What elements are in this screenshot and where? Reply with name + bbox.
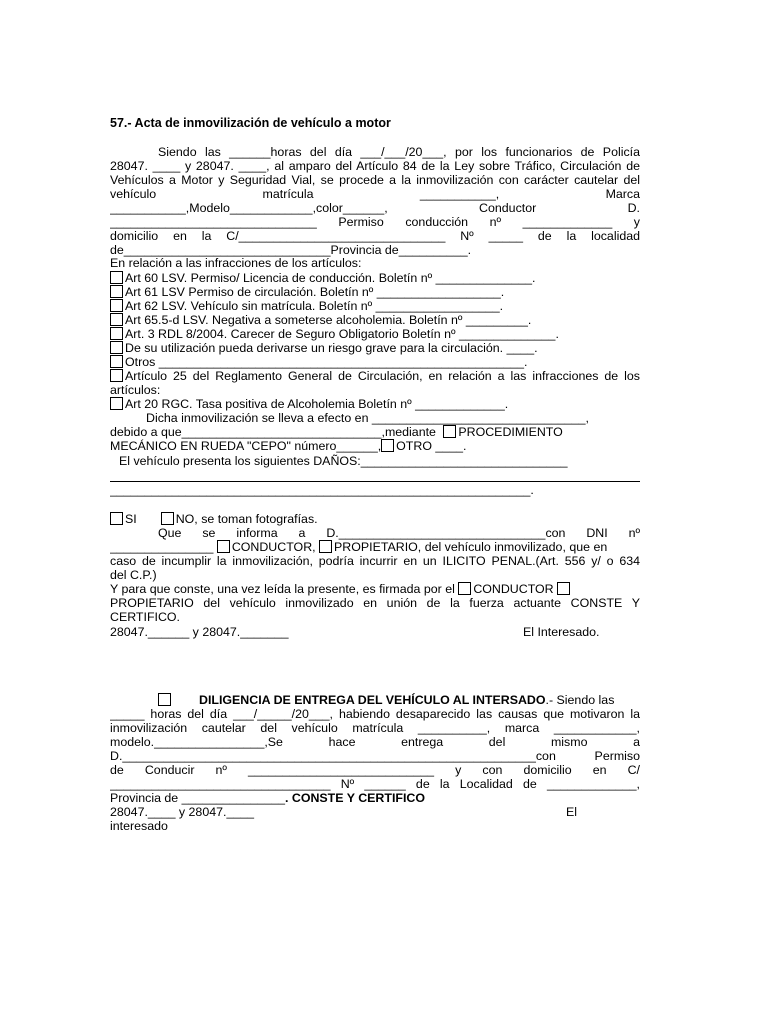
diligencia-line-1: _____ horas del día ___/_____/20___, habiendo desaparecido las causas que motivaron la: [110, 707, 640, 721]
art25-checkbox[interactable]: [110, 369, 123, 382]
diligencia-interesado: interesado: [110, 819, 168, 833]
art62-checkbox[interactable]: [110, 299, 123, 312]
art60-label: Art 60 LSV. Permiso/ Licencia de conducción. Boletín nº ______________.: [125, 271, 536, 285]
firma-text: Y para que conste, una vez leída la presente, es firmada por el: [110, 582, 455, 596]
diligencia-line-7: [110, 791, 640, 805]
acta-line-11: [110, 425, 640, 439]
acta-line-5: ___________,Modelo____________,color______, Conductor D.: [110, 201, 640, 215]
acta-line-12: [110, 439, 640, 453]
art60-checkbox[interactable]: [110, 271, 123, 284]
option-riesgo: [110, 341, 640, 355]
no-checkbox[interactable]: [161, 512, 174, 525]
propietario-label: PROPIETARIO, del vehículo inmovilizado, que en: [334, 540, 608, 554]
acta-line-6: ______________________________ Permiso conducción nº _____________ y: [110, 215, 640, 229]
acta-line-16: [110, 540, 640, 554]
diligencia-title: DILIGENCIA DE ENTREGA DEL VEHÍCULO AL INTERSADO: [199, 693, 546, 707]
procedimiento-checkbox[interactable]: [443, 425, 456, 438]
art62-label: Art 62 LSV. Vehículo sin matrícula. Boletín nº __________________.: [125, 299, 504, 313]
acta-line-4: vehículo matrícula ___________, Marca: [110, 187, 640, 201]
riesgo-checkbox[interactable]: [110, 341, 123, 354]
art61-checkbox[interactable]: [110, 285, 123, 298]
art65-checkbox[interactable]: [110, 313, 123, 326]
diligencia-title-tail: .- Siendo las: [545, 693, 615, 707]
conste-certifico: . CONSTE Y CERTIFICO: [285, 791, 425, 805]
document-title: 57.- Acta de inmovilización de vehículo a motor: [110, 116, 391, 130]
conductor-checkbox[interactable]: [217, 540, 230, 553]
otro-checkbox[interactable]: [381, 439, 394, 452]
no-label: NO, se toman fotografías.: [175, 512, 318, 526]
option-art25-cont: artículos:: [110, 383, 161, 397]
firma-conductor-label: CONDUCTOR: [473, 582, 554, 596]
cepo-label: MECÁNICO EN RUEDA "CEPO" número______,: [110, 439, 382, 453]
acta-line-9: En relación a las infracciones de los artículos:: [110, 256, 362, 270]
option-art20: [110, 397, 640, 411]
photo-row: [110, 512, 640, 526]
diligencia-agents: 28047.____ y 28047.____: [110, 805, 255, 819]
art20-checkbox[interactable]: [110, 397, 123, 410]
acta-line-21: CERTIFICO.: [110, 610, 180, 624]
option-otros: [110, 355, 640, 369]
conductor-label: CONDUCTOR,: [231, 540, 316, 554]
diligencia-line-6: ________________________________ Nº ______ de la Localidad de _____________,: [110, 777, 640, 791]
acta-line-14: _____________________________________________________________.: [110, 483, 534, 497]
propietario-checkbox[interactable]: [319, 540, 332, 553]
otros-label: Otros _____________________________________________________.: [125, 355, 528, 369]
provincia-blank: Provincia de _______________: [110, 791, 285, 805]
acta-line-7: domicilio en la C/______________________________ Nº _____ de la localidad: [110, 229, 640, 243]
art61-label: Art 61 LSV Permiso de circulación. Boletín nº __________________.: [125, 285, 505, 299]
acta-line-10: Dicha inmovilización se lleva a efecto en _______________________________,: [146, 411, 589, 425]
diligencia-header: [110, 693, 640, 707]
rdl-label: Art. 3 RDL 8/2004. Carecer de Seguro Obligatorio Boletín nº ______________.: [125, 327, 559, 341]
riesgo-label: De su utilización pueda derivarse un riesgo grave para la circulación. ____.: [125, 341, 538, 355]
art65-label: Art 65.5-d LSV. Negativa a someterse alcoholemia. Boletín nº _________.: [125, 313, 532, 327]
damage-rule: [110, 481, 640, 482]
option-art62: [110, 299, 640, 313]
diligencia-line-3: modelo.________________,Se hace entrega del mismo a: [110, 735, 640, 749]
otro-label: OTRO ____.: [396, 439, 467, 453]
art20-label: Art 20 RGC. Tasa positiva de Alcoholemia Boletín nº _____________.: [125, 397, 509, 411]
acta-agents: 28047.______ y 28047._______: [110, 625, 289, 639]
firma-conductor-checkbox[interactable]: [458, 582, 471, 595]
acta-line-3: Vehículos a Motor y Seguridad Vial, se procede a la inmovilización con carácter cautelar del: [110, 173, 640, 187]
acta-line-15: Que se informa a D.______________________________con DNI nº: [158, 526, 640, 540]
debido-a-que: debido a que_____________________________,mediante: [110, 425, 436, 439]
acta-line-18: del C.P.): [110, 568, 157, 582]
option-art65: [110, 313, 640, 327]
acta-interesado: El Interesado.: [523, 625, 600, 639]
acta-line-17: caso de incumplir la inmovilización, podría incurrir en un ILICITO PENAL.(Art. 556 y/ o 634: [110, 554, 640, 568]
acta-line-13: El vehículo presenta los siguientes DAÑOS:______________________________: [119, 454, 568, 468]
si-label: SI: [125, 512, 137, 526]
art25-label: Artículo 25 del Reglamento General de Circulación, en relación a las infracciones de los: [125, 369, 640, 383]
diligencia-line-5: de Conducir nº ___________________________ y con domicilio en C/: [110, 763, 640, 777]
acta-line-20: PROPIETARIO del vehículo inmovilizado en unión de la fuerza actuante CONSTE Y: [110, 596, 640, 610]
option-art61: [110, 285, 640, 299]
diligencia-checkbox[interactable]: [158, 693, 171, 706]
si-checkbox[interactable]: [110, 512, 123, 525]
acta-line-1: Siendo las ______horas del día ___/___/20___, por los funcionarios de Policía: [158, 145, 640, 159]
acta-line-2: 28047. ____ y 28047. ____, al amparo del Artículo 84 de la Ley sobre Tráfico, Circulación de: [110, 159, 640, 173]
procedimiento-label: PROCEDIMIENTO: [458, 425, 563, 439]
option-art25: [110, 369, 640, 383]
option-art60: [110, 271, 640, 285]
rdl-checkbox[interactable]: [110, 327, 123, 340]
firma-propietario-checkbox[interactable]: [557, 582, 570, 595]
dni-blank: _______________: [110, 540, 214, 554]
diligencia-line-2: inmovilización cautelar del vehículo matrícula __________, marca ____________,: [110, 721, 640, 735]
diligencia-line-4: D.____________________________________________________________con Permiso: [110, 749, 640, 763]
otros-checkbox[interactable]: [110, 355, 123, 368]
diligencia-el: El: [566, 805, 578, 819]
option-rdl: [110, 327, 640, 341]
acta-line-19: [110, 582, 640, 596]
acta-line-8: de______________________________Provincia de__________.: [110, 243, 472, 257]
